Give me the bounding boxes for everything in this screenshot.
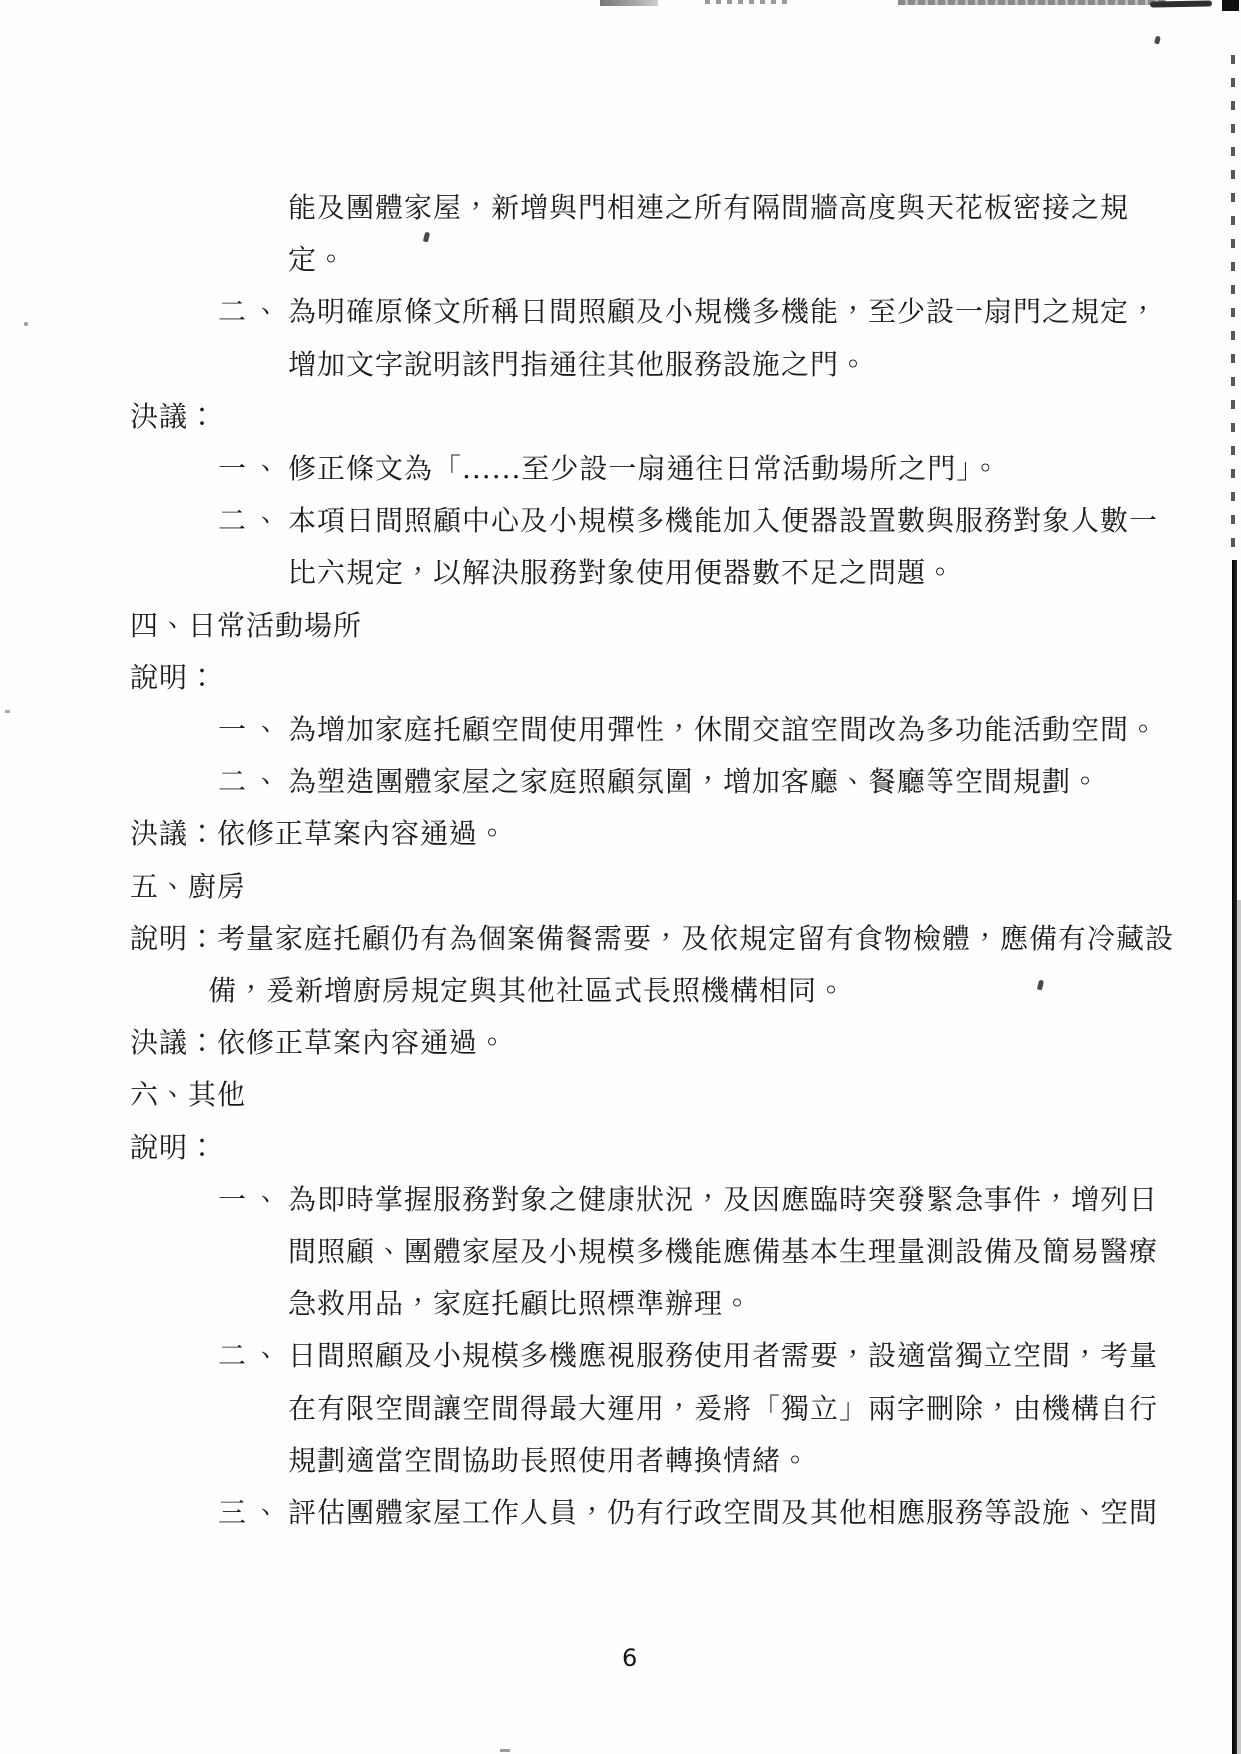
scan-artifact-top-dashes bbox=[705, 0, 787, 4]
document-line bbox=[218, 712, 1158, 750]
document-line: 決議：依修正草案內容通過。 bbox=[130, 1026, 508, 1060]
scan-artifact-ink-speck bbox=[423, 232, 430, 243]
document-line: 定。 bbox=[288, 243, 347, 277]
document-line: 說明： bbox=[130, 660, 218, 694]
document-line: 說明： bbox=[130, 1130, 218, 1164]
document-line: 比六規定，以解決服務對象使用便器數不足之問題。 bbox=[288, 556, 956, 590]
document-line: 在有限空間讓空間得最大運用，爰將「獨立」兩字刪除，由機構自行 bbox=[288, 1391, 1159, 1425]
document-line bbox=[218, 451, 1000, 489]
list-item-number: 三、 bbox=[218, 1496, 287, 1529]
list-item-text: 日間照顧及小規模多機應視服務使用者需要，設適當獨立空間，考量 bbox=[288, 1339, 1159, 1373]
scan-artifact-ink-speck bbox=[24, 322, 28, 326]
list-item-text: 為明確原條文所稱日間照顧及小規機多機能，至少設一扇門之規定， bbox=[288, 295, 1159, 329]
scan-artifact-ink-speck bbox=[5, 710, 10, 713]
list-item-text: 本項日間照顧中心及小規模多機能加入便器設置數與服務對象人數一 bbox=[288, 504, 1159, 538]
list-item-text: 為塑造團體家屋之家庭照顧氛圍，增加客廳、餐廳等空間規劃。 bbox=[288, 765, 1101, 799]
document-line bbox=[218, 1338, 1158, 1376]
document-line bbox=[218, 764, 1100, 802]
document-line: 說明：考量家庭托顧仍有為個案備餐需要，及依規定留有食物檢體，應備有冷藏設 bbox=[130, 921, 1175, 955]
document-line bbox=[218, 1182, 1158, 1220]
list-item-number: 二、 bbox=[218, 765, 287, 799]
list-item-text: 修正條文為「......至少設一扇通往日常活動場所之門」。 bbox=[288, 452, 1001, 485]
scan-artifact-ink-speck bbox=[1037, 980, 1044, 991]
document-line bbox=[218, 1495, 1158, 1533]
document-line bbox=[218, 503, 1158, 541]
list-item-number: 一、 bbox=[218, 452, 287, 485]
list-item-number: 一、 bbox=[218, 713, 287, 746]
list-item-number: 二、 bbox=[218, 504, 287, 538]
document-line: 決議： bbox=[130, 399, 218, 433]
document-line: 備，爰新增廚房規定與其他社區式長照機構相同。 bbox=[208, 974, 847, 1007]
document-line: 能及團體家屋，新增與門相連之所有隔間牆高度與天花板密接之規 bbox=[288, 191, 1130, 224]
list-item-text: 評估團體家屋工作人員，仍有行政空間及其他相應服務等設施、空間 bbox=[288, 1496, 1159, 1529]
page-number: 6 bbox=[622, 1644, 638, 1672]
scan-artifact-edge-bar-gray bbox=[1237, 900, 1241, 1754]
scan-artifact-top-line-dark bbox=[1150, 0, 1212, 7]
document-line: 四、日常活動場所 bbox=[130, 608, 363, 642]
document-line: 六、其他 bbox=[130, 1078, 247, 1112]
list-item-text: 為即時掌握服務對象之健康狀況，及因應臨時突發緊急事件，增列日 bbox=[288, 1182, 1159, 1216]
scan-artifact-ink-speck bbox=[500, 1749, 510, 1752]
document-line: 五、廚房 bbox=[130, 869, 247, 903]
document-line: 增加文字說明該門指通往其他服務設施之門。 bbox=[288, 347, 869, 381]
document-line: 間照顧、團體家屋及小規模多機能應備基本生理量測設備及簡易醫療 bbox=[288, 1235, 1159, 1268]
document-line: 規劃適當空間協助長照使用者轉換情緒。 bbox=[288, 1443, 811, 1477]
scan-artifact-top-smudge bbox=[600, 0, 658, 6]
scan-artifact-edge-bar-dashed bbox=[1231, 55, 1235, 560]
document-line: 急救用品，家庭托顧比照標準辦理。 bbox=[288, 1287, 753, 1321]
list-item-text: 為增加家庭托顧空間使用彈性，休閒交誼空間改為多功能活動空間。 bbox=[288, 713, 1159, 746]
list-item-number: 二、 bbox=[218, 1339, 287, 1373]
list-item-number: 二、 bbox=[218, 295, 287, 329]
document-line bbox=[218, 294, 1158, 332]
list-item-number: 一、 bbox=[218, 1182, 287, 1216]
document-line: 決議：依修正草案內容通過。 bbox=[130, 817, 508, 851]
scan-artifact-top-line bbox=[898, 0, 1166, 5]
scan-artifact-ink-speck bbox=[1154, 36, 1161, 45]
scan-artifact-corner-blob bbox=[1222, 0, 1239, 11]
